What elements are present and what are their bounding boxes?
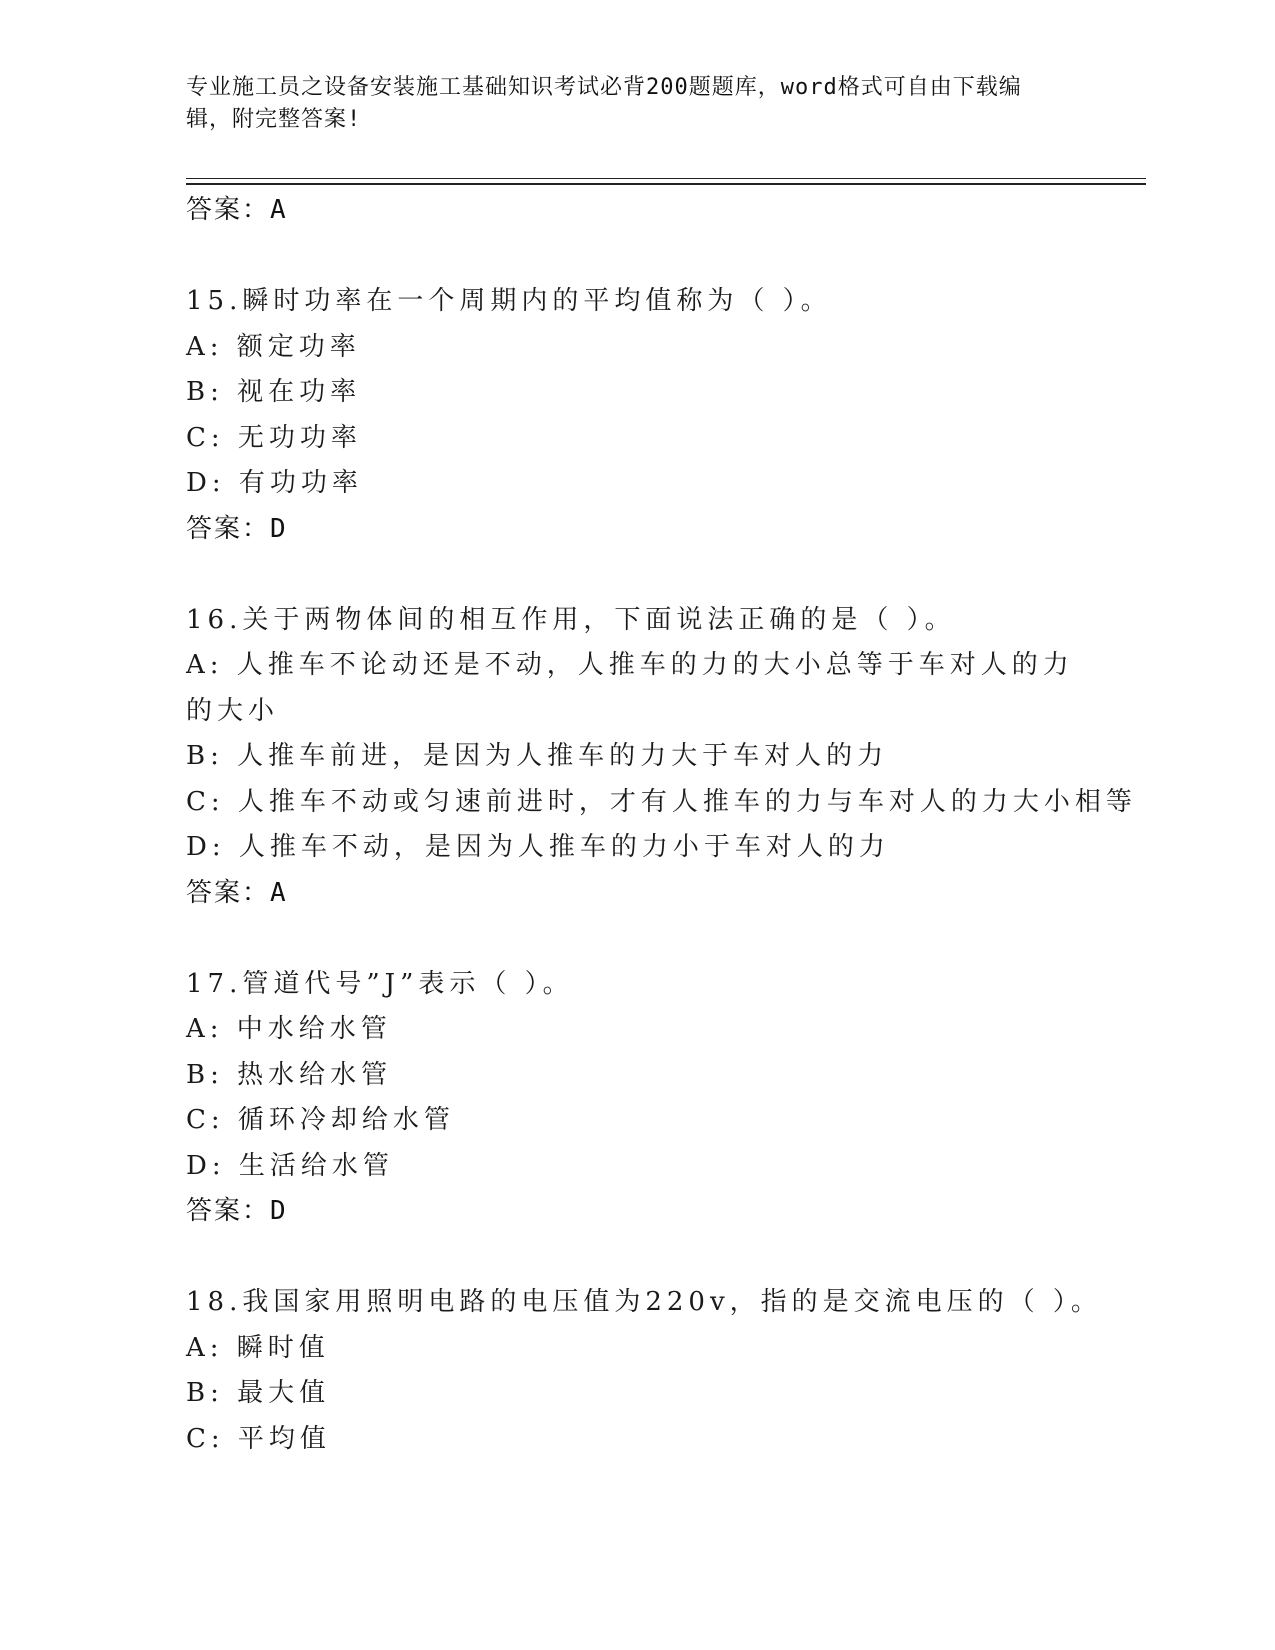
option-b: B: 人推车前进，是因为人推车的力大于车对人的力 [186, 741, 889, 771]
question-stem: 18.我国家用照明电路的电压值为220v，指的是交流电压的（ ）。 [186, 1287, 1102, 1317]
document-header: 专业施工员之设备安装施工基础知识考试必背200题题库，word格式可自由下载编辑，附完整答案! [186, 75, 1022, 132]
option-a: A: 人推车不论动还是不动，人推车的力的大小总等于车对人的力的大小 [186, 650, 1074, 726]
option-d: D: 生活给水管 [186, 1150, 394, 1181]
header-divider-bottom [186, 183, 1146, 185]
option-c: C: 循环冷却给水管 [186, 1105, 455, 1135]
option-b: B: 最大值 [186, 1378, 331, 1408]
answer-value: A [270, 195, 288, 225]
option-c: C: 无功功率 [186, 422, 362, 453]
option-a: A: 瞬时值 [186, 1332, 330, 1363]
spacer [186, 552, 1076, 598]
option-b: B: 热水给水管 [186, 1059, 393, 1090]
answer-label: 答案： [186, 195, 271, 225]
option-c: C: 平均值 [186, 1423, 331, 1454]
option-b: B: 视在功率 [186, 377, 362, 407]
answer-value: A [270, 877, 288, 908]
question-stem: 16.关于两物体间的相互作用，下面说法正确的是（ ）。 [186, 604, 956, 635]
answer-line [186, 188, 1076, 234]
answer-line [186, 1189, 1076, 1235]
option-a: A: 中水给水管 [186, 1014, 392, 1044]
spacer [186, 1235, 1076, 1281]
question-stem: 15.瞬时功率在一个周期内的平均值称为（ ）。 [186, 286, 832, 316]
header-divider-top [186, 178, 1146, 179]
option-d: D: 有功功率 [186, 468, 363, 498]
answer-value: D [270, 1196, 288, 1226]
spacer [186, 234, 1076, 280]
spacer [186, 916, 1076, 962]
answer-line [186, 871, 1076, 917]
answer-label: 答案： [186, 513, 271, 544]
option-d: D: 人推车不动，是因为人推车的力小于车对人的力 [186, 832, 890, 862]
answer-value: D [270, 513, 288, 544]
question-stem: 17.管道代号”J”表示（ ）。 [186, 968, 574, 999]
answer-line [186, 507, 1076, 553]
option-a: A: 额定功率 [186, 331, 361, 362]
option-c: C: 人推车不动或匀速前进时，才有人推车的力与车对人的力大小相等 [186, 786, 1137, 817]
answer-label: 答案： [186, 1196, 271, 1226]
answer-label: 答案： [186, 877, 271, 908]
questions-content [186, 188, 1137, 1462]
